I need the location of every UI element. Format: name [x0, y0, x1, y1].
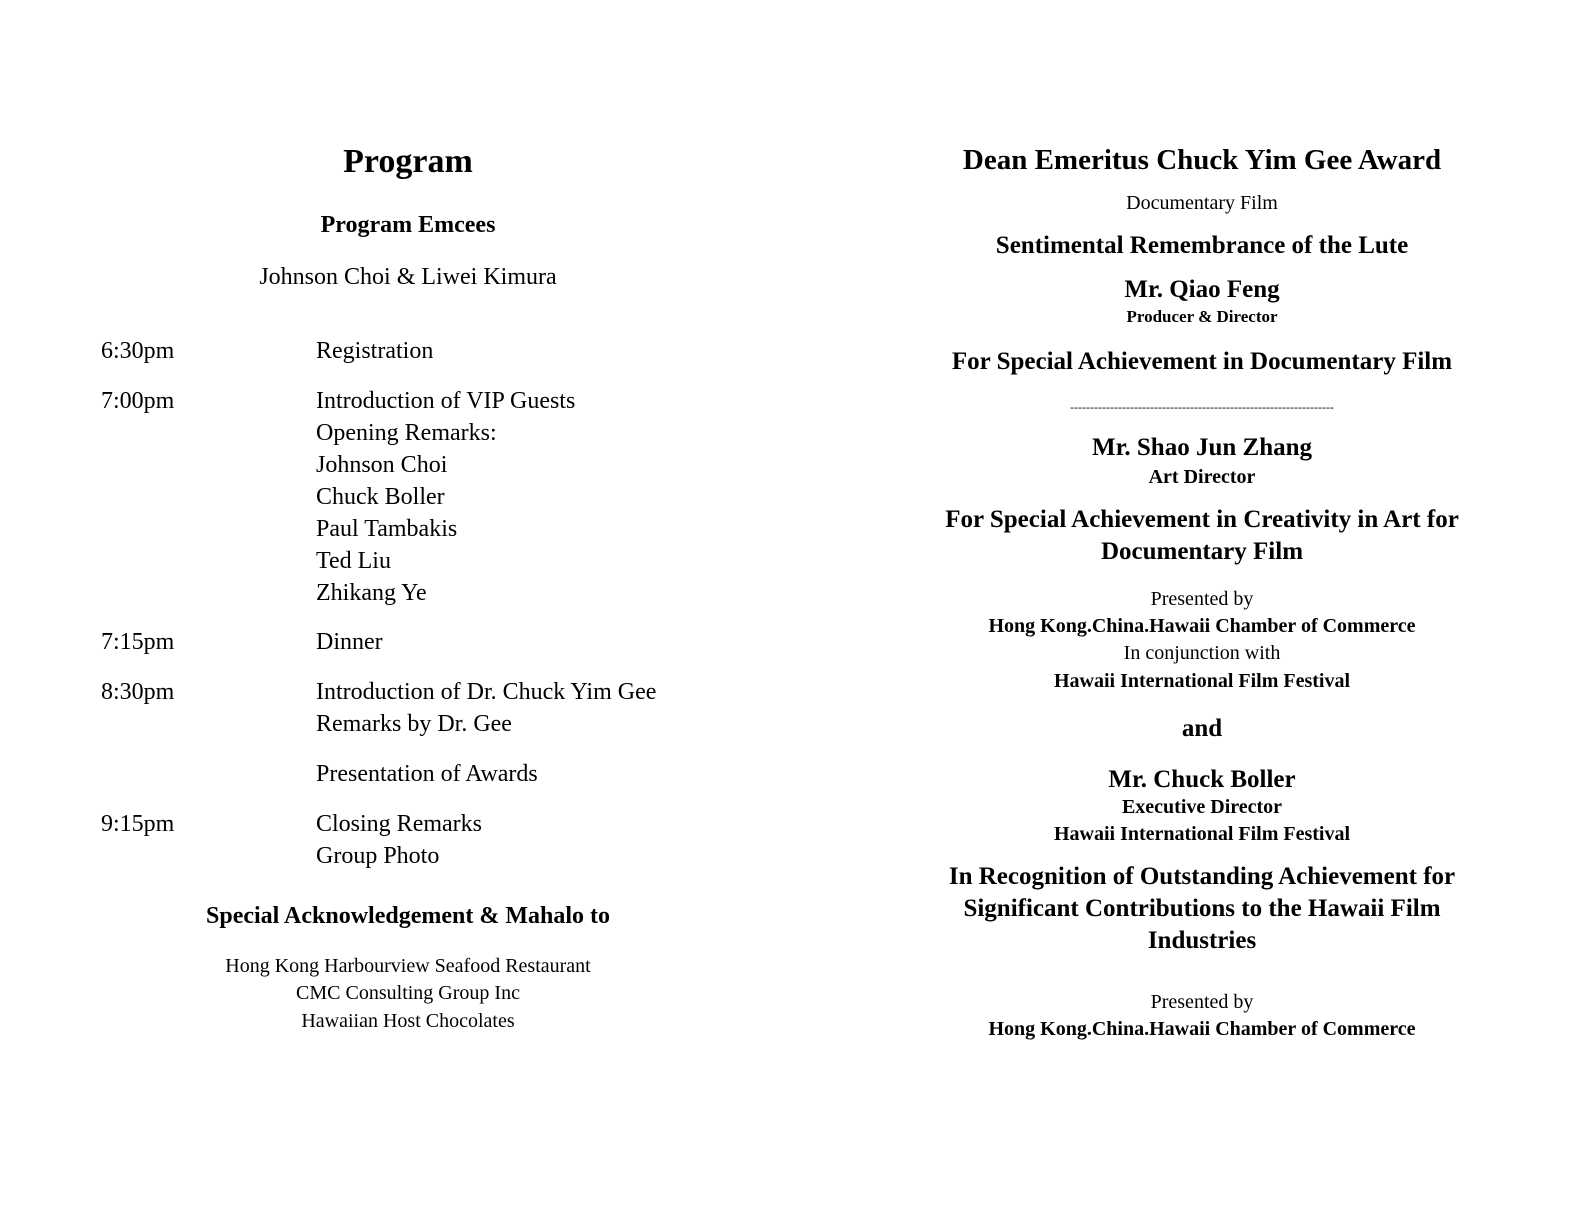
presented-by-label: Presented by	[1150, 991, 1254, 1013]
recipient-name: Mr. Qiao Feng	[1124, 276, 1280, 303]
recipient-role: Executive Director	[1121, 796, 1283, 818]
presented-by-label: Presented by	[1150, 588, 1254, 610]
recipient-role: Art Director	[1148, 466, 1256, 488]
schedule-item: Introduction of Dr. Chuck Yim Gee	[316, 679, 657, 705]
recipient-name: Mr. Chuck Boller	[1108, 766, 1296, 793]
recipient-citation: Significant Contributions to the Hawaii Film	[963, 895, 1441, 922]
award-category: Documentary Film	[1126, 192, 1278, 214]
presenting-organization: Hong Kong.China.Hawaii Chamber of Commerce	[988, 615, 1416, 637]
recipient-organization: Hawaii International Film Festival	[1053, 823, 1351, 845]
acknowledgement-item: Hawaiian Host Chocolates	[301, 1010, 515, 1032]
emcees-heading: Program Emcees	[320, 212, 496, 238]
acknowledgement-item: Hong Kong Harbourview Seafood Restaurant	[225, 955, 591, 977]
presenting-organization: Hong Kong.China.Hawaii Chamber of Commerce	[988, 1018, 1416, 1040]
partner-organization: Hawaii International Film Festival	[1053, 670, 1351, 692]
recipient-citation: For Special Achievement in Documentary Film	[951, 348, 1453, 375]
film-title: Sentimental Remembrance of the Lute	[995, 232, 1409, 259]
schedule-item: Paul Tambakis	[316, 516, 458, 542]
schedule-item: Presentation of Awards	[316, 761, 538, 787]
recipient-name: Mr. Shao Jun Zhang	[1092, 434, 1312, 461]
award-title: Dean Emeritus Chuck Yim Gee Award	[962, 144, 1442, 176]
schedule-item: Introduction of VIP Guests	[316, 388, 576, 414]
schedule-item: Zhikang Ye	[316, 580, 427, 606]
schedule-item: Opening Remarks:	[316, 420, 497, 446]
schedule-item: Registration	[316, 338, 434, 364]
schedule-item: Dinner	[316, 629, 383, 655]
program-title: Program	[343, 143, 473, 180]
schedule-item: Closing Remarks	[316, 811, 482, 837]
schedule-item: Chuck Boller	[316, 484, 445, 510]
recipient-citation: For Special Achievement in Creativity in Art for	[945, 506, 1459, 533]
schedule-time: 7:00pm	[101, 388, 175, 414]
acknowledgement-item: CMC Consulting Group Inc	[296, 982, 520, 1004]
recipient-citation: Industries	[1147, 927, 1257, 954]
schedule-item: Johnson Choi	[316, 452, 448, 478]
section-divider: ------------------------------------------------------------------	[1070, 400, 1334, 414]
and-separator: and	[1181, 715, 1223, 742]
recipient-citation: In Recognition of Outstanding Achievement for	[948, 863, 1456, 890]
schedule-time: 9:15pm	[101, 811, 175, 837]
schedule-item: Group Photo	[316, 843, 440, 869]
schedule-item: Ted Liu	[316, 548, 391, 574]
schedule-time: 8:30pm	[101, 679, 175, 705]
acknowledgement-heading: Special Acknowledgement & Mahalo to	[206, 903, 610, 929]
schedule-time: 6:30pm	[101, 338, 175, 364]
recipient-citation: Documentary Film	[1100, 538, 1304, 565]
emcees-names: Johnson Choi & Liwei Kimura	[259, 264, 557, 290]
recipient-role: Producer & Director	[1126, 307, 1278, 326]
conjunction-label: In conjunction with	[1123, 642, 1281, 664]
schedule-time: 7:15pm	[101, 629, 175, 655]
schedule-item: Remarks by Dr. Gee	[316, 711, 512, 737]
